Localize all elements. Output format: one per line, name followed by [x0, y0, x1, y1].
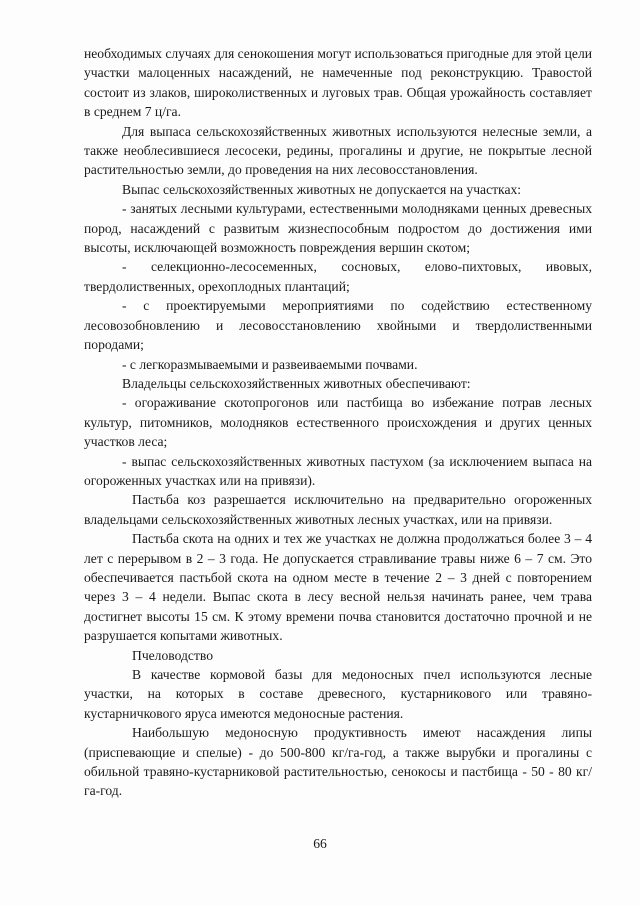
list-item: - выпас сельскохозяйственных животных пастухом (за исключением выпаса на огороженных участках или на привязи). [84, 453, 592, 488]
paragraph-grazing-lands: Для выпаса сельскохозяйственных животных используются нелесные земли, а также необлесившиеся лесосеки, редины, прогалины и другие, не покрытые лесной растительностью земли, до проведения на них лесовосстановления. [84, 123, 592, 178]
paragraph-continuation: необходимых случаях для сенокошения могут использоваться пригодные для этой цели участки малоценных насаждений, не намеченные под реконструкцию. Травостой состоит из злаков, широколиственных и луговых трав. Общая урожайность составляет в среднем 7 ц/га. [84, 46, 592, 120]
list-item: - занятых лесными культурами, естественными молодняками ценных древесных пород, насаждений с развитым жизнеспособным подростом до достижения ими высоты, исключающей возможность повреждения вершин скотом; [84, 201, 592, 256]
list-item: - с проектируемыми мероприятиями по содействию естественному лесовозобновлению и лесовосстановлению хвойными и твердолиственными породами; [84, 298, 592, 353]
list-item: - огораживание скотопрогонов или пастбища во избежание потрав лесных культур, питомников, молодняков естественного происхождения и других ценных участков леса; [84, 395, 592, 450]
page-number: 66 [313, 836, 327, 851]
paragraph-owners-provide: Владельцы сельскохозяйственных животных обеспечивают: [122, 375, 471, 391]
page-body [84, 44, 592, 801]
list-item: - с легкоразмываемыми и развеиваемыми почвами. [122, 356, 418, 372]
paragraph-honey-productivity: Наибольшую медоносную продуктивность имеют насаждения липы (приспевающие и спелые) - до 500-800 кг/га-год, а также вырубки и прогалины с обильной травяно-кустарниковой растительностью, сенокосы и пастбища - 50 - 80 кг/га-год. [84, 725, 592, 799]
section-heading-beekeeping: Пчеловодство [132, 647, 214, 663]
paragraph-goat-grazing: Пастьба коз разрешается исключительно на предварительно огороженных владельцами сельскохозяйственных животных лесных участках, или на привязи. [84, 492, 592, 527]
paragraph-grazing-rotation: Пастьба скота на одних и тех же участках не должна продолжаться более 3 – 4 лет с перерывом в 2 – 3 года. Не допускается стравливание травы ниже 6 – 7 см. Это обеспечивается пастьбой скота на одном месте в течение 2 – 3 дней с повторением через 3 – 4 недели. Выпас скота в лесу весной нельзя начинать ранее, чем трава достигнет высоты 15 см. К этому времени почва становится достаточно прочной и не разрушается копытами животных. [84, 531, 592, 644]
list-item: - селекционно-лесосеменных, сосновых, елово-пихтовых, ивовых, твердолиственных, орехоплодных плантаций; [84, 259, 592, 294]
paragraph-honey-base: В качестве кормовой базы для медоносных пчел используются лесные участки, на которых в составе древесного, кустарникового или травяно-кустарничкового яруса имеются медоносные растения. [84, 667, 592, 721]
paragraph-grazing-prohibited: Выпас сельскохозяйственных животных не допускается на участках: [122, 181, 522, 197]
